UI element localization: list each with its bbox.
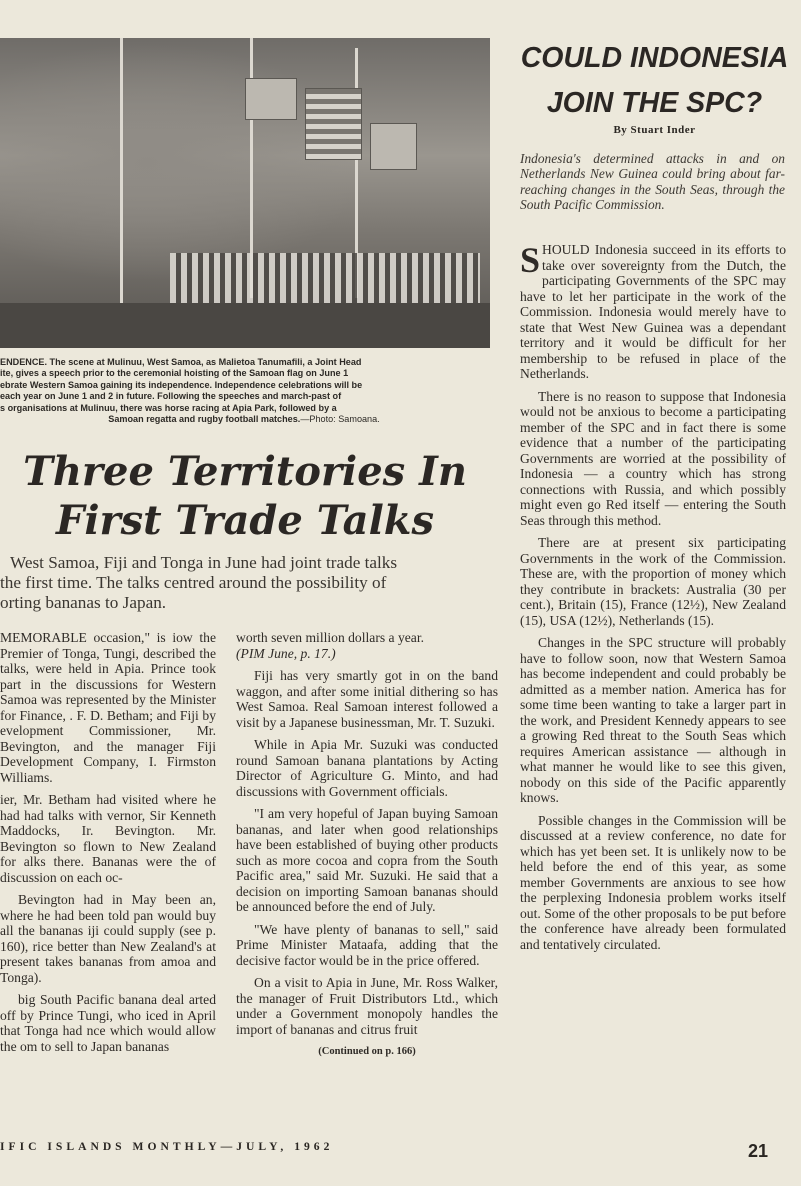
paragraph: big South Pacific banana deal arted off by Prince Tungi, who iced in April that Tonga had nce which would allow the om to sell to Japan bananas [0,992,216,1054]
paragraph-text: worth seven million dollars a year. [236,630,425,645]
byline: By Stuart Inder [613,124,696,136]
caption-line: ite, gives a speech prior to the ceremonial hoisting of the Samoan flag on June 1 [0,368,349,379]
standfirst-line: orting bananas to Japan. [0,593,167,612]
crowd [170,253,480,303]
paragraph: MEMORABLE occasion," is iow the Premier of Tonga, Tungi, described the talks, were held in Apia. Prince took part in the discussions for Western Samoa was represented by the Minister for Finance, . F. D. Betham; and Fiji by evelopment Commissioner, Mr. Bevington, and the manager Fiji Development Company, I. Firmston Williams. [0,630,216,785]
article2-headline [512,36,797,126]
paragraph [236,630,498,661]
article-left-column [0,630,216,1061]
article-headline [0,447,490,545]
paragraph: Changes in the SPC structure will probably have to follow soon, now that Western Samoa has become independent and could probably be admitted as a member nation. America has for some time been wanting to take a larger part in the work, and President Kennedy appears to see a growing Red threat to the South Seas which requires American assistance — although in what manner he would like to see this given, nobody on this side of the Pacific apparently knows. [520,635,786,805]
article2-intro: Indonesia's determined attacks in and on Netherlands New Guinea could bring about far-reaching changes in the South Seas, through the South Pacific Commission. [520,151,785,213]
flag-pole [120,38,123,308]
caption-line: ebrate Western Samoa gaining its independence. Independence celebrations will be [0,379,363,390]
headline-line-2: JOIN THE SPC? [546,87,763,119]
article-middle-column [236,630,498,1060]
page-number: 21 [748,1141,769,1161]
flag [305,88,362,160]
caption-line: ENDENCE. The scene at Mulinuu, West Samoa, as Malietoa Tanumafili, a Joint Head [0,357,362,367]
paragraph: There are at present six participating Governments in the work of the Commission. These are, with the proportion of money which they contribute in brackets: Australia (30 per cent.), Britain (15), France (12½), New Zealand (15), USA (12½), Netherlands (15). [520,535,786,628]
standfirst [0,553,490,613]
headline-line-1: COULD INDONESIA [520,42,789,74]
paragraph: On a visit to Apia in June, Mr. Ross Walker, the manager of Fruit Distributors Ltd., which under a Government monopoly handles the import of bananas and citrus fruit [236,975,498,1037]
headline-line-2: First Trade Talks [55,497,435,544]
paragraph [520,242,786,382]
paragraph: Fiji has very smartly got in on the band waggon, and after some initial dithering so has West Samoa. Real Samoan interest followed a visit by a Japanese businessman, Mr. T. Suzuki. [236,668,498,730]
caption-line: each year on June 1 and 2 in future. Following the speeches and march-past of [0,391,342,402]
caption-line [0,414,488,425]
paragraph: There is no reason to suppose that Indonesia would not be anxious to become a participating member of the SPC and in fact there is some evidence that a number of the participating Governments are worried at the possibility of Indonesia — a country which has strong connections with Russia, and which possibly might even go Red itself — entering the South Seas through this method. [520,388,786,528]
paragraph: While in Apia Mr. Suzuki was conducted round Samoan banana plantations by Acting Director of Agriculture G. Minto, and had discussions with Government officials. [236,737,498,799]
paragraph: "I am very hopeful of Japan buying Samoan bananas, and later when good relationships have been established of buying other products such as more cocoa and copra from the South Pacific area," said Mr. Suzuki. He said that a decision on importing Samoan bananas should be announced before the end of July. [236,806,498,914]
flag [245,78,297,120]
drop-cap: S [520,240,541,280]
caption-last: Samoan regatta and rugby football matches. [108,414,301,425]
citation: (PIM June, p. 17.) [236,645,336,661]
running-footer: IFIC ISLANDS MONTHLY—JULY, 1962 [0,1140,334,1153]
caption-line: s organisations at Mulinuu, there was horse racing at Apia Park, followed by a [0,402,337,413]
ceremony-photo [0,38,490,348]
photo-credit: —Photo: Samoana. [300,414,380,425]
photo-caption [0,357,488,425]
standfirst-line: the first time. The talks centred around the possibility of [0,573,387,592]
article2-column [520,242,786,959]
headline-line-1: Three Territories In [23,448,467,495]
ground [0,303,490,348]
standfirst-line: West Samoa, Fiji and Tonga in June had joint trade talks [10,553,398,572]
paragraph-text: HOULD Indonesia succeed in its efforts to take over sovereignty from the Dutch, the participating Governments of the SPC may have to let her participate in the work of the Commission. Indonesia would merely have to state that West New Guinea was a dependant territory and it would be difficult for her membership to be refused in place of the Netherlands. [520,242,786,381]
paragraph: "We have plenty of bananas to sell," said Prime Minister Mataafa, adding that the decisive factor would be in the price offered. [236,921,498,968]
paragraph: Possible changes in the Commission will be discussed at a review conference, no date for which has yet been set. It is unlikely now to be held before the end of this year, as some member Governments are anxious to see how the perplexing Indonesia problem works itself out. Some of the other proposals to be put before the conference have already been formulated and tentatively circulated. [520,812,786,952]
paragraph: Bevington had in May been an, where he had been told pan would buy all the bananas iji could supply (see p. 160), rice better than New Zealand's at present takes bananas from amoa and Tonga). [0,892,216,985]
paragraph: ier, Mr. Betham had visited where he had had talks with vernor, Sir Kenneth Maddocks, Ir. Bevington. Mr. Bevington so flown to New Zealand for alks there. Bananas were the of discussion on each oc- [0,792,216,885]
flag [370,123,417,170]
continued-link[interactable]: (Continued on p. 166) [318,1046,416,1057]
